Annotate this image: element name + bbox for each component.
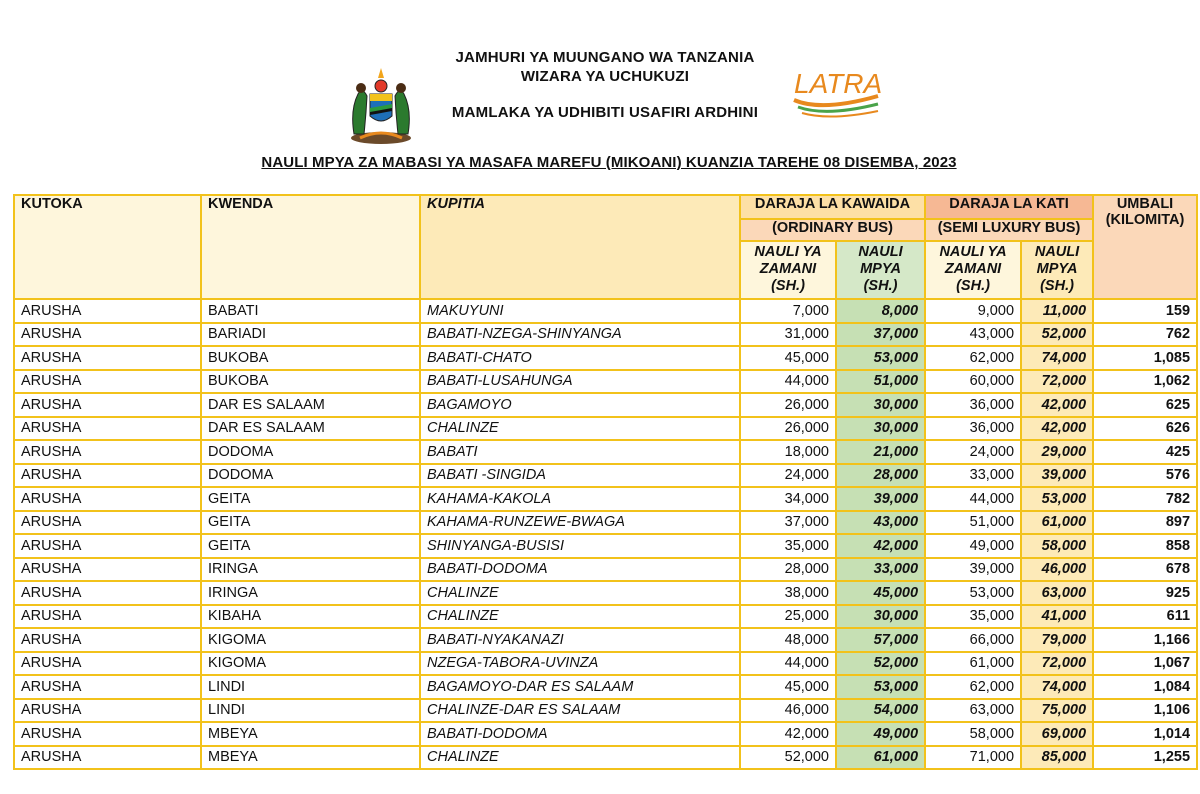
ordinary-new-l1: NAULI bbox=[858, 244, 903, 260]
via-cell: SHINYANGA-BUSISI bbox=[420, 534, 740, 558]
ordinary-new-fare-cell: 28,000 bbox=[836, 464, 925, 488]
ordinary-new-fare-cell: 37,000 bbox=[836, 323, 925, 347]
from-cell: ARUSHA bbox=[14, 346, 201, 370]
from-cell: ARUSHA bbox=[14, 323, 201, 347]
semi-luxury-old-fare-cell: 33,000 bbox=[925, 464, 1021, 488]
umbali-header bbox=[1093, 195, 1197, 299]
ordinary-new-fare-cell: 54,000 bbox=[836, 699, 925, 723]
to-cell: GEITA bbox=[201, 534, 420, 558]
ordinary-old-fare-cell: 46,000 bbox=[740, 699, 836, 723]
from-cell: ARUSHA bbox=[14, 511, 201, 535]
from-cell: ARUSHA bbox=[14, 581, 201, 605]
table-row bbox=[14, 393, 1197, 417]
semi-luxury-old-fare-cell: 60,000 bbox=[925, 370, 1021, 394]
ordinary-new-fare-cell: 33,000 bbox=[836, 558, 925, 582]
table-row bbox=[14, 323, 1197, 347]
ordinary-old-fare-cell: 52,000 bbox=[740, 746, 836, 770]
table-row bbox=[14, 299, 1197, 323]
distance-cell: 1,062 bbox=[1093, 370, 1197, 394]
via-cell: CHALINZE bbox=[420, 605, 740, 629]
from-cell: ARUSHA bbox=[14, 605, 201, 629]
semi-luxury-old-fare-cell: 62,000 bbox=[925, 675, 1021, 699]
ordinary-old-l2: ZAMANI bbox=[759, 261, 817, 277]
distance-cell: 625 bbox=[1093, 393, 1197, 417]
semi-luxury-new-fare-cell: 61,000 bbox=[1021, 511, 1093, 535]
table-row bbox=[14, 652, 1197, 676]
semi-luxury-new-fare-cell: 79,000 bbox=[1021, 628, 1093, 652]
distance-cell: 925 bbox=[1093, 581, 1197, 605]
semi-luxury-old-fare-cell: 61,000 bbox=[925, 652, 1021, 676]
semi-luxury-new-fare-cell: 42,000 bbox=[1021, 393, 1093, 417]
ordinary-new-l2: MPYA bbox=[860, 261, 901, 277]
via-cell: BABATI-CHATO bbox=[420, 346, 740, 370]
ordinary-old-fare-header bbox=[740, 241, 836, 299]
ordinary-new-fare-cell: 43,000 bbox=[836, 511, 925, 535]
from-cell: ARUSHA bbox=[14, 699, 201, 723]
ordinary-old-l1: NAULI YA bbox=[754, 244, 822, 260]
semi-luxury-new-fare-cell: 42,000 bbox=[1021, 417, 1093, 441]
table-row bbox=[14, 699, 1197, 723]
semi-luxury-old-fare-cell: 44,000 bbox=[925, 487, 1021, 511]
ordinary-new-fare-cell: 39,000 bbox=[836, 487, 925, 511]
ordinary-new-l3: (SH.) bbox=[863, 278, 898, 294]
ordinary-new-fare-cell: 21,000 bbox=[836, 440, 925, 464]
semi-luxury-new-fare-cell: 46,000 bbox=[1021, 558, 1093, 582]
ordinary-group-header: DARAJA LA KAWAIDA bbox=[740, 195, 925, 219]
semi-luxury-bus-label: (SEMI LUXURY BUS) bbox=[925, 219, 1093, 241]
semi-luxury-old-fare-cell: 58,000 bbox=[925, 722, 1021, 746]
via-cell: BABATI -SINGIDA bbox=[420, 464, 740, 488]
ordinary-old-fare-cell: 48,000 bbox=[740, 628, 836, 652]
ordinary-old-l3: (SH.) bbox=[771, 278, 805, 294]
ordinary-old-fare-cell: 37,000 bbox=[740, 511, 836, 535]
distance-cell: 1,084 bbox=[1093, 675, 1197, 699]
via-cell: CHALINZE bbox=[420, 581, 740, 605]
from-cell: ARUSHA bbox=[14, 652, 201, 676]
ordinary-new-fare-cell: 57,000 bbox=[836, 628, 925, 652]
to-cell: GEITA bbox=[201, 487, 420, 511]
to-cell: KIGOMA bbox=[201, 652, 420, 676]
ordinary-old-fare-cell: 45,000 bbox=[740, 675, 836, 699]
via-cell: BAGAMOYO bbox=[420, 393, 740, 417]
ordinary-old-fare-cell: 45,000 bbox=[740, 346, 836, 370]
to-cell: DAR ES SALAAM bbox=[201, 393, 420, 417]
semi-old-l2: ZAMANI bbox=[944, 261, 1002, 277]
via-cell: BABATI-DODOMA bbox=[420, 558, 740, 582]
via-cell: KAHAMA-RUNZEWE-BWAGA bbox=[420, 511, 740, 535]
to-cell: IRINGA bbox=[201, 581, 420, 605]
semi-luxury-old-fare-cell: 51,000 bbox=[925, 511, 1021, 535]
table-row bbox=[14, 534, 1197, 558]
semi-new-l1: NAULI bbox=[1034, 244, 1080, 260]
ordinary-old-fare-cell: 31,000 bbox=[740, 323, 836, 347]
ordinary-old-fare-cell: 42,000 bbox=[740, 722, 836, 746]
to-cell: DAR ES SALAAM bbox=[201, 417, 420, 441]
ordinary-new-fare-cell: 49,000 bbox=[836, 722, 925, 746]
ordinary-new-fare-cell: 30,000 bbox=[836, 393, 925, 417]
semi-luxury-old-fare-cell: 66,000 bbox=[925, 628, 1021, 652]
ordinary-old-fare-cell: 18,000 bbox=[740, 440, 836, 464]
latra-logo-icon bbox=[792, 66, 882, 122]
kupitia-header: KUPITIA bbox=[420, 195, 740, 299]
semi-luxury-old-fare-cell: 63,000 bbox=[925, 699, 1021, 723]
via-cell: BABATI bbox=[420, 440, 740, 464]
semi-luxury-group-header: DARAJA LA KATI bbox=[925, 195, 1093, 219]
table-row bbox=[14, 558, 1197, 582]
republic-name: JAMHURI YA MUUNGANO WA TANZANIA bbox=[455, 49, 755, 66]
kwenda-header: KWENDA bbox=[201, 195, 420, 299]
from-cell: ARUSHA bbox=[14, 487, 201, 511]
semi-luxury-old-fare-cell: 49,000 bbox=[925, 534, 1021, 558]
distance-cell: 611 bbox=[1093, 605, 1197, 629]
table-row bbox=[14, 370, 1197, 394]
distance-cell: 159 bbox=[1093, 299, 1197, 323]
document-header bbox=[0, 0, 1200, 190]
semi-luxury-old-fare-cell: 71,000 bbox=[925, 746, 1021, 770]
to-cell: BUKOBA bbox=[201, 346, 420, 370]
semi-luxury-new-fare-cell: 53,000 bbox=[1021, 487, 1093, 511]
fares-table-body bbox=[14, 299, 1197, 769]
distance-cell: 425 bbox=[1093, 440, 1197, 464]
semi-luxury-new-fare-cell: 85,000 bbox=[1021, 746, 1093, 770]
via-cell: CHALINZE bbox=[420, 746, 740, 770]
table-row bbox=[14, 511, 1197, 535]
semi-old-l3: (SH.) bbox=[956, 278, 990, 294]
header-row bbox=[14, 195, 1197, 219]
to-cell: LINDI bbox=[201, 675, 420, 699]
semi-luxury-new-fare-cell: 74,000 bbox=[1021, 346, 1093, 370]
to-cell: LINDI bbox=[201, 699, 420, 723]
from-cell: ARUSHA bbox=[14, 722, 201, 746]
to-cell: GEITA bbox=[201, 511, 420, 535]
ordinary-old-fare-cell: 44,000 bbox=[740, 370, 836, 394]
ordinary-old-fare-cell: 38,000 bbox=[740, 581, 836, 605]
from-cell: ARUSHA bbox=[14, 534, 201, 558]
kutoka-header: KUTOKA bbox=[14, 195, 201, 299]
ordinary-new-fare-cell: 42,000 bbox=[836, 534, 925, 558]
via-cell: BABATI-NYAKANAZI bbox=[420, 628, 740, 652]
table-row bbox=[14, 440, 1197, 464]
ordinary-old-fare-cell: 25,000 bbox=[740, 605, 836, 629]
ordinary-old-fare-cell: 26,000 bbox=[740, 393, 836, 417]
semi-luxury-old-fare-cell: 62,000 bbox=[925, 346, 1021, 370]
semi-luxury-new-fare-cell: 58,000 bbox=[1021, 534, 1093, 558]
semi-luxury-old-fare-header bbox=[925, 241, 1021, 299]
from-cell: ARUSHA bbox=[14, 440, 201, 464]
latra-logo-text: LATRA bbox=[794, 68, 882, 99]
ordinary-old-fare-cell: 28,000 bbox=[740, 558, 836, 582]
authority-name: MAMLAKA YA UDHIBITI USAFIRI ARDHINI bbox=[451, 104, 759, 121]
table-row bbox=[14, 581, 1197, 605]
semi-old-l1: NAULI YA bbox=[939, 244, 1007, 260]
to-cell: KIBAHA bbox=[201, 605, 420, 629]
distance-cell: 1,106 bbox=[1093, 699, 1197, 723]
umbali-label: UMBALI bbox=[1116, 196, 1174, 212]
from-cell: ARUSHA bbox=[14, 417, 201, 441]
from-cell: ARUSHA bbox=[14, 464, 201, 488]
semi-luxury-new-fare-cell: 52,000 bbox=[1021, 323, 1093, 347]
semi-luxury-new-fare-cell: 74,000 bbox=[1021, 675, 1093, 699]
via-cell: KAHAMA-KAKOLA bbox=[420, 487, 740, 511]
ordinary-new-fare-cell: 52,000 bbox=[836, 652, 925, 676]
ordinary-new-fare-cell: 53,000 bbox=[836, 675, 925, 699]
ordinary-new-fare-cell: 51,000 bbox=[836, 370, 925, 394]
ordinary-new-fare-cell: 30,000 bbox=[836, 417, 925, 441]
ordinary-new-fare-cell: 30,000 bbox=[836, 605, 925, 629]
distance-cell: 576 bbox=[1093, 464, 1197, 488]
from-cell: ARUSHA bbox=[14, 628, 201, 652]
distance-cell: 1,166 bbox=[1093, 628, 1197, 652]
via-cell: BAGAMOYO-DAR ES SALAAM bbox=[420, 675, 740, 699]
distance-cell: 1,067 bbox=[1093, 652, 1197, 676]
to-cell: BUKOBA bbox=[201, 370, 420, 394]
document-title: NAULI MPYA ZA MABASI YA MASAFA MAREFU (MIKOANI) KUANZIA TAREHE 08 DISEMBA, 2023 bbox=[261, 154, 957, 171]
from-cell: ARUSHA bbox=[14, 370, 201, 394]
to-cell: DODOMA bbox=[201, 440, 420, 464]
via-cell: CHALINZE bbox=[420, 417, 740, 441]
to-cell: MBEYA bbox=[201, 722, 420, 746]
semi-luxury-old-fare-cell: 53,000 bbox=[925, 581, 1021, 605]
ordinary-old-fare-cell: 26,000 bbox=[740, 417, 836, 441]
table-row bbox=[14, 346, 1197, 370]
via-cell: MAKUYUNI bbox=[420, 299, 740, 323]
from-cell: ARUSHA bbox=[14, 558, 201, 582]
ordinary-old-fare-cell: 7,000 bbox=[740, 299, 836, 323]
ordinary-new-fare-cell: 53,000 bbox=[836, 346, 925, 370]
semi-luxury-new-fare-cell: 69,000 bbox=[1021, 722, 1093, 746]
to-cell: IRINGA bbox=[201, 558, 420, 582]
semi-luxury-new-fare-cell: 75,000 bbox=[1021, 699, 1093, 723]
semi-luxury-old-fare-cell: 36,000 bbox=[925, 417, 1021, 441]
to-cell: BARIADI bbox=[201, 323, 420, 347]
from-cell: ARUSHA bbox=[14, 746, 201, 770]
to-cell: KIGOMA bbox=[201, 628, 420, 652]
to-cell: BABATI bbox=[201, 299, 420, 323]
distance-cell: 762 bbox=[1093, 323, 1197, 347]
distance-cell: 626 bbox=[1093, 417, 1197, 441]
from-cell: ARUSHA bbox=[14, 675, 201, 699]
distance-cell: 1,014 bbox=[1093, 722, 1197, 746]
ordinary-new-fare-cell: 61,000 bbox=[836, 746, 925, 770]
latra-logo bbox=[792, 66, 882, 122]
umbali-unit: (KILOMITA) bbox=[1105, 212, 1185, 228]
table-row bbox=[14, 605, 1197, 629]
semi-new-l2: MPYA bbox=[1036, 261, 1078, 277]
ordinary-old-fare-cell: 24,000 bbox=[740, 464, 836, 488]
via-cell: BABATI-LUSAHUNGA bbox=[420, 370, 740, 394]
semi-luxury-old-fare-cell: 35,000 bbox=[925, 605, 1021, 629]
semi-luxury-old-fare-cell: 36,000 bbox=[925, 393, 1021, 417]
semi-luxury-new-fare-cell: 41,000 bbox=[1021, 605, 1093, 629]
table-row bbox=[14, 675, 1197, 699]
semi-luxury-old-fare-cell: 39,000 bbox=[925, 558, 1021, 582]
from-cell: ARUSHA bbox=[14, 393, 201, 417]
ministry-name: WIZARA YA UCHUKUZI bbox=[520, 68, 690, 85]
ordinary-new-fare-cell: 45,000 bbox=[836, 581, 925, 605]
from-cell: ARUSHA bbox=[14, 299, 201, 323]
table-row bbox=[14, 487, 1197, 511]
semi-luxury-new-fare-cell: 11,000 bbox=[1021, 299, 1093, 323]
ordinary-bus-label: (ORDINARY BUS) bbox=[740, 219, 925, 241]
distance-cell: 897 bbox=[1093, 511, 1197, 535]
ordinary-new-fare-header bbox=[836, 241, 925, 299]
table-row bbox=[14, 722, 1197, 746]
via-cell: BABATI-DODOMA bbox=[420, 722, 740, 746]
via-cell: BABATI-NZEGA-SHINYANGA bbox=[420, 323, 740, 347]
semi-luxury-new-fare-cell: 72,000 bbox=[1021, 652, 1093, 676]
to-cell: DODOMA bbox=[201, 464, 420, 488]
table-row bbox=[14, 628, 1197, 652]
semi-luxury-new-fare-cell: 72,000 bbox=[1021, 370, 1093, 394]
semi-luxury-old-fare-cell: 9,000 bbox=[925, 299, 1021, 323]
table-row bbox=[14, 464, 1197, 488]
distance-cell: 1,255 bbox=[1093, 746, 1197, 770]
via-cell: CHALINZE-DAR ES SALAAM bbox=[420, 699, 740, 723]
semi-luxury-new-fare-cell: 39,000 bbox=[1021, 464, 1093, 488]
fares-table bbox=[13, 194, 1198, 770]
semi-luxury-new-fare-cell: 63,000 bbox=[1021, 581, 1093, 605]
semi-luxury-new-fare-cell: 29,000 bbox=[1021, 440, 1093, 464]
semi-new-l3: (SH.) bbox=[1040, 278, 1074, 294]
table-row bbox=[14, 417, 1197, 441]
to-cell: MBEYA bbox=[201, 746, 420, 770]
ordinary-old-fare-cell: 44,000 bbox=[740, 652, 836, 676]
ordinary-new-fare-cell: 8,000 bbox=[836, 299, 925, 323]
distance-cell: 782 bbox=[1093, 487, 1197, 511]
via-cell: NZEGA-TABORA-UVINZA bbox=[420, 652, 740, 676]
ordinary-old-fare-cell: 34,000 bbox=[740, 487, 836, 511]
table-row bbox=[14, 746, 1197, 770]
coat-of-arms-icon bbox=[340, 64, 422, 146]
distance-cell: 1,085 bbox=[1093, 346, 1197, 370]
semi-luxury-new-fare-header bbox=[1021, 241, 1093, 299]
ordinary-old-fare-cell: 35,000 bbox=[740, 534, 836, 558]
semi-luxury-old-fare-cell: 43,000 bbox=[925, 323, 1021, 347]
distance-cell: 858 bbox=[1093, 534, 1197, 558]
distance-cell: 678 bbox=[1093, 558, 1197, 582]
semi-luxury-old-fare-cell: 24,000 bbox=[925, 440, 1021, 464]
